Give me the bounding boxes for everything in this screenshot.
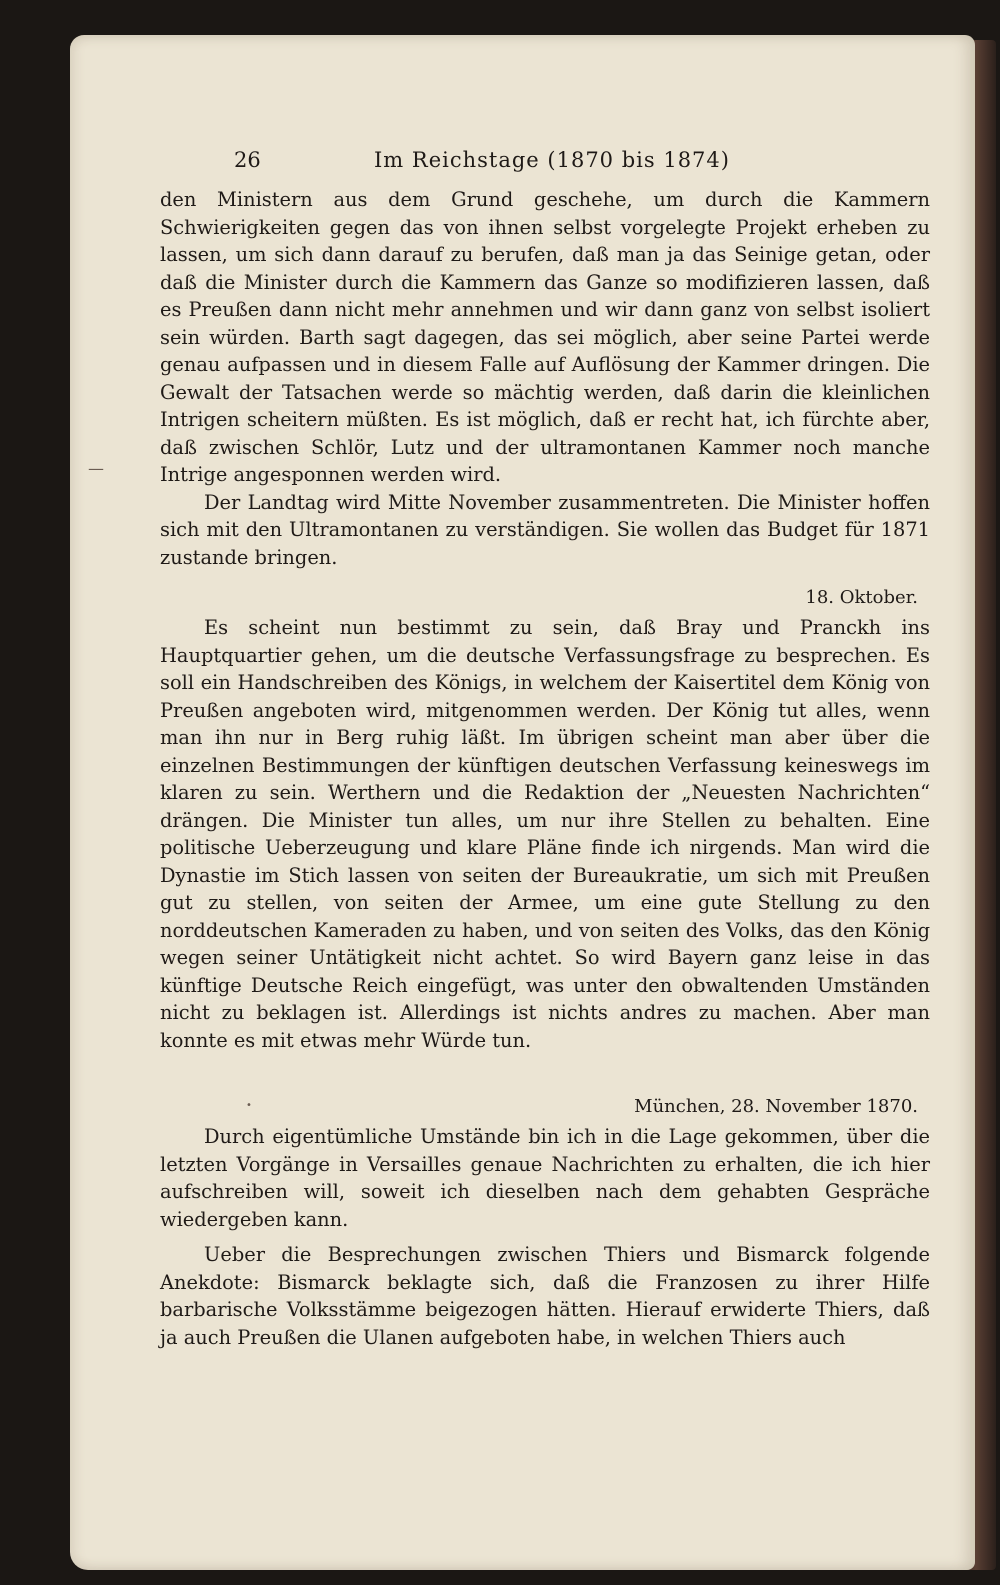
dateline-munich: München, 28. November 1870. (634, 1096, 918, 1117)
paragraph-2: Der Landtag wird Mitte November zusammentreten. Die Minister hoffen sich mit den Ultramontanen zu verständigen. Sie wollen das Budget für 1871 zustande bringen. (160, 490, 930, 569)
paragraph-5: Ueber die Besprechungen zwischen Thiers und Bismarck folgende Anekdote: Bismarck beklagte sich, daß die Franzosen zu ihrer Hilfe barbarische Volksstämme beigezogen hätten. Hierauf erwiderte Thiers, daß ja auch Preußen die Ulanen aufgeboten habe, in welchen Thiers auch (160, 1243, 930, 1349)
margin-dot-mark: • (246, 1100, 252, 1111)
running-title: Im Reichstage (1870 bis 1874) (374, 148, 730, 172)
paragraph-3: Es scheint nun bestimmt zu sein, daß Bray und Pranckh ins Hauptquartier gehen, um die deutsche Verfassungsfrage zu besprechen. Es soll ein Handschreiben des Königs, in welchem der Kaisertitel dem König von Preußen angeboten wird, mitgenommen werden. Der König tut alles, wenn man ihn nur in Berg ruhig läßt. Im übrigen scheint man aber über die einzelnen Bestimmungen der künftigen deutschen Verfassung keineswegs im klaren zu sein. Werthern und die Redaktion der „Neuesten Nachrichten“ drängen. Die Minister tun alles, um nur ihre Stellen zu behalten. Eine politische Ueberzeugung und klare Pläne finde ich nirgends. Man wird die Dynastie im Stich lassen von seiten der Bureaukratie, um sich mit Preußen gut zu stellen, von seiten der Armee, um eine gute Stellung zu den norddeutschen Kameraden zu haben, und von seiten des Volks, das den König wegen seiner Untätigkeit nicht achtet. So wird Bayern ganz leise in das künftige Deutsche Reich eingefügt, was unter den obwaltenden Umständen nicht zu beklagen ist. Allerdings ist nichts andres zu machen. Aber man konnte es mit etwas mehr Würde tun. (160, 616, 930, 1052)
margin-dash-mark: — (88, 459, 104, 478)
section-gap (160, 1054, 930, 1080)
paragraph-4: Durch eigentümliche Umstände bin ich in die Lage gekommen, über die letzten Vorgänge in Versailles genaue Nachrichten zu erhalten, die ich hier aufschreiben will, soweit ich dieselben nach dem gehabten Gespräche wiedergeben kann. (160, 1125, 930, 1231)
page-text (160, 148, 930, 1351)
paragraph-1: den Ministern aus dem Grund geschehe, um durch die Kammern Schwierigkeiten gegen das von ihnen selbst vorgelegte Projekt erheben zu lassen, um sich dann darauf zu berufen, daß man ja das Seinige getan, oder daß die Minister durch die Kammern das Ganze so modifizieren lassen, daß es Preußen dann nicht mehr annehmen und wir dann ganz von selbst isoliert sein würden. Barth sagt dagegen, das sei möglich, aber seine Partei werde genau aufpassen und in diesem Falle auf Auflösung der Kammer dringen. Die Gewalt der Tatsachen werde so mächtig werden, daß darin die kleinlichen Intrigen scheitern müßten. Es ist möglich, daß er recht hat, ich fürchte aber, daß zwischen Schlör, Lutz und der ultramontanen Kammer noch manche Intrige angesponnen werden wird. (160, 188, 930, 486)
page-number: 26 (234, 148, 261, 172)
running-head (234, 148, 930, 172)
dateline-october: 18. Oktober. (805, 587, 918, 608)
